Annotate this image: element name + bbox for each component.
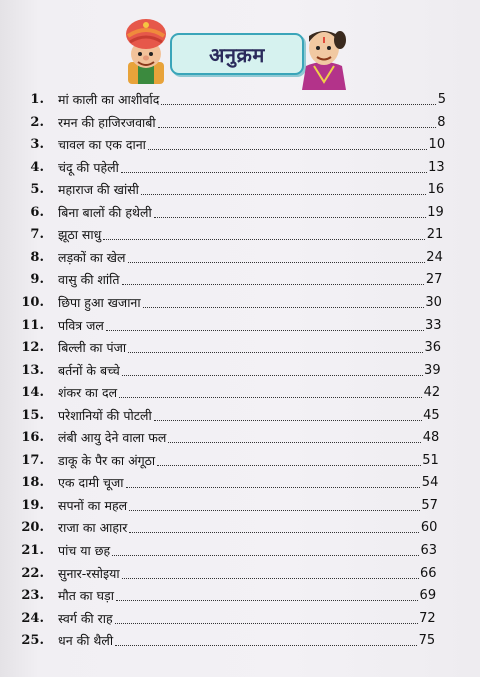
- toc-entry-title: छिपा हुआ खजाना: [58, 294, 141, 310]
- toc-entry-number: 11.: [21, 317, 44, 333]
- toc-entry-title: एक दामी चूजा: [58, 475, 124, 491]
- toc-entry-page: 66: [420, 565, 437, 581]
- toc-entry-page: 72: [419, 610, 436, 626]
- toc-entry-page: 8: [437, 114, 446, 130]
- toc-entry-number: 4.: [30, 159, 44, 175]
- toc-entry: [0, 450, 480, 472]
- toc-entry: [0, 405, 480, 427]
- toc-entry-page: 39: [424, 362, 441, 378]
- toc-entry-number: 19.: [21, 497, 44, 513]
- toc-entry-number: 23.: [21, 588, 44, 604]
- toc-entry: [0, 134, 480, 156]
- toc-entry-page: 69: [419, 588, 437, 604]
- toc-entry: [0, 292, 480, 314]
- toc-dot-leader: [112, 555, 419, 556]
- toc-dot-leader: [115, 623, 418, 624]
- toc-entry: [0, 472, 480, 494]
- toc-entry-page: 10: [428, 137, 446, 153]
- toc-entry: [0, 269, 480, 291]
- toc-entry-number: 14.: [21, 385, 44, 401]
- toc-entry-number: 15.: [21, 407, 44, 423]
- toc-entry: [0, 337, 480, 359]
- toc-entry-page: 33: [424, 317, 442, 333]
- toc-dot-leader: [115, 645, 417, 646]
- toc-entry-number: 25.: [21, 633, 44, 649]
- toc-entry-title: लंबी आयु देने वाला फल: [58, 430, 167, 446]
- toc-entry-title: बिना बालों की हथेली: [58, 204, 152, 220]
- toc-dot-leader: [129, 510, 420, 511]
- toc-entry-page: 45: [423, 407, 440, 423]
- toc-dot-leader: [141, 194, 426, 195]
- toc-entry-title: झूठा साधु: [58, 227, 102, 243]
- toc-entry-number: 5.: [30, 182, 44, 198]
- toc-entry-page: 48: [422, 430, 440, 446]
- toc-entry: [0, 360, 480, 382]
- toc-dot-leader: [143, 307, 424, 308]
- toc-entry: [0, 89, 480, 111]
- toc-entry-page: 60: [420, 520, 438, 536]
- toc-entry: [0, 157, 480, 179]
- toc-entry-number: 16.: [21, 430, 44, 446]
- toc-entry-title: बिल्ली का पंजा: [58, 340, 127, 356]
- toc-dot-leader: [157, 465, 421, 466]
- toc-entry-title: मौत का घड़ा: [58, 588, 114, 604]
- toc-entry-number: 13.: [21, 362, 44, 378]
- toc-entry-title: स्वर्ग की राह: [58, 610, 113, 626]
- toc-entry-page: 75: [418, 633, 436, 649]
- toc-dot-leader: [168, 442, 421, 443]
- toc-entry-page: 57: [421, 497, 438, 513]
- toc-entry: [0, 630, 480, 652]
- toc-dot-leader: [103, 239, 425, 240]
- toc-entry-page: 19: [427, 204, 444, 220]
- toc-entry-number: 8.: [30, 249, 44, 265]
- toc-dot-leader: [126, 487, 421, 488]
- toc-dot-leader: [128, 262, 425, 263]
- toc-entry-page: 16: [427, 182, 445, 198]
- toc-entry-title: सपनों का महल: [58, 497, 128, 513]
- toc-dot-leader: [148, 149, 427, 150]
- toc-entry-page: 36: [424, 340, 442, 356]
- toc-dot-leader: [154, 420, 422, 421]
- toc-entry-title: चावल का एक दाना: [58, 137, 146, 153]
- toc-entry: [0, 382, 480, 404]
- toc-entry-title: शंकर का दल: [58, 385, 118, 401]
- toc-entry: [0, 315, 480, 337]
- toc-entry: [0, 427, 480, 449]
- toc-entry: [0, 585, 480, 607]
- toc-entry-title: सुनार-रसोइया: [58, 565, 120, 581]
- toc-entry-title: लड़कों का खेल: [58, 249, 126, 265]
- toc-entry-page: 54: [421, 475, 439, 491]
- toc-entry-title: परेशानियों की पोटली: [58, 407, 152, 423]
- toc-entry-number: 6.: [30, 204, 44, 220]
- toc-dot-leader: [161, 104, 436, 105]
- toc-entry-number: 10.: [21, 294, 44, 310]
- toc-dot-leader: [129, 532, 419, 533]
- toc-entry-title: पांच या छह: [58, 543, 111, 558]
- toc-dot-leader: [122, 375, 423, 376]
- toc-entry-page: 63: [420, 543, 437, 558]
- toc-entry: [0, 112, 480, 134]
- toc-entry: [0, 495, 480, 517]
- toc-entry-title: पवित्र जल: [58, 317, 104, 333]
- toc-dot-leader: [121, 172, 427, 173]
- toc-entry-page: 21: [426, 227, 444, 243]
- toc-entry-title: रमन की हाजिरजवाबी: [58, 114, 156, 130]
- toc-entry-title: बर्तनों के बच्चे: [58, 362, 120, 378]
- toc-entry: [0, 179, 480, 201]
- toc-dot-leader: [158, 127, 436, 128]
- toc-entry-number: 20.: [21, 520, 44, 536]
- toc-entry-number: 1.: [30, 92, 44, 107]
- toc-entry-title: मां काली का आशीर्वाद: [58, 92, 160, 107]
- toc-entry: [0, 247, 480, 269]
- toc-entry-number: 9.: [30, 272, 44, 288]
- toc-entry-title: डाकू के पैर का अंगूठा: [58, 452, 156, 468]
- toc-dot-leader: [154, 217, 426, 218]
- toc-entry-title: धन की थैली: [58, 633, 114, 649]
- toc-entry-page: 24: [426, 249, 443, 265]
- toc-entry-number: 2.: [30, 114, 44, 130]
- toc-dot-leader: [119, 397, 422, 398]
- toc-entry: [0, 517, 480, 539]
- toc-entry-title: राजा का आहार: [58, 520, 128, 536]
- toc-entry: [0, 540, 480, 562]
- toc-entry: [0, 202, 480, 224]
- toc-entry-title: चंदू की पहेली: [58, 159, 119, 175]
- toc-entry-title: वासु की शांति: [58, 272, 120, 288]
- toc-dot-leader: [128, 352, 423, 353]
- toc-entry-number: 21.: [21, 543, 44, 558]
- toc-entry-number: 24.: [21, 610, 44, 626]
- toc-entry-title: महाराज की खांसी: [58, 182, 139, 198]
- toc-entry: [0, 563, 480, 585]
- toc-entry-number: 7.: [30, 227, 44, 243]
- toc-entry-number: 17.: [21, 452, 44, 468]
- toc-entry-number: 12.: [21, 340, 44, 356]
- toc-dot-leader: [116, 600, 418, 601]
- toc-dot-leader: [122, 578, 419, 579]
- toc-entry-number: 22.: [21, 565, 44, 581]
- toc-entry: [0, 224, 480, 246]
- toc-dot-leader: [106, 330, 424, 331]
- toc-entry-page: 5: [437, 92, 446, 107]
- toc-entry-page: 30: [425, 294, 442, 310]
- toc-entry-page: 13: [428, 159, 445, 175]
- toc-entry-page: 42: [423, 385, 441, 401]
- toc-entry-page: 27: [425, 272, 443, 288]
- toc-entry-page: 51: [422, 452, 439, 468]
- toc-entry-number: 3.: [30, 137, 44, 153]
- toc-entry: [0, 608, 480, 630]
- page-title: अनुक्रम: [209, 42, 265, 67]
- toc-dot-leader: [122, 284, 425, 285]
- toc-entry-number: 18.: [21, 475, 44, 491]
